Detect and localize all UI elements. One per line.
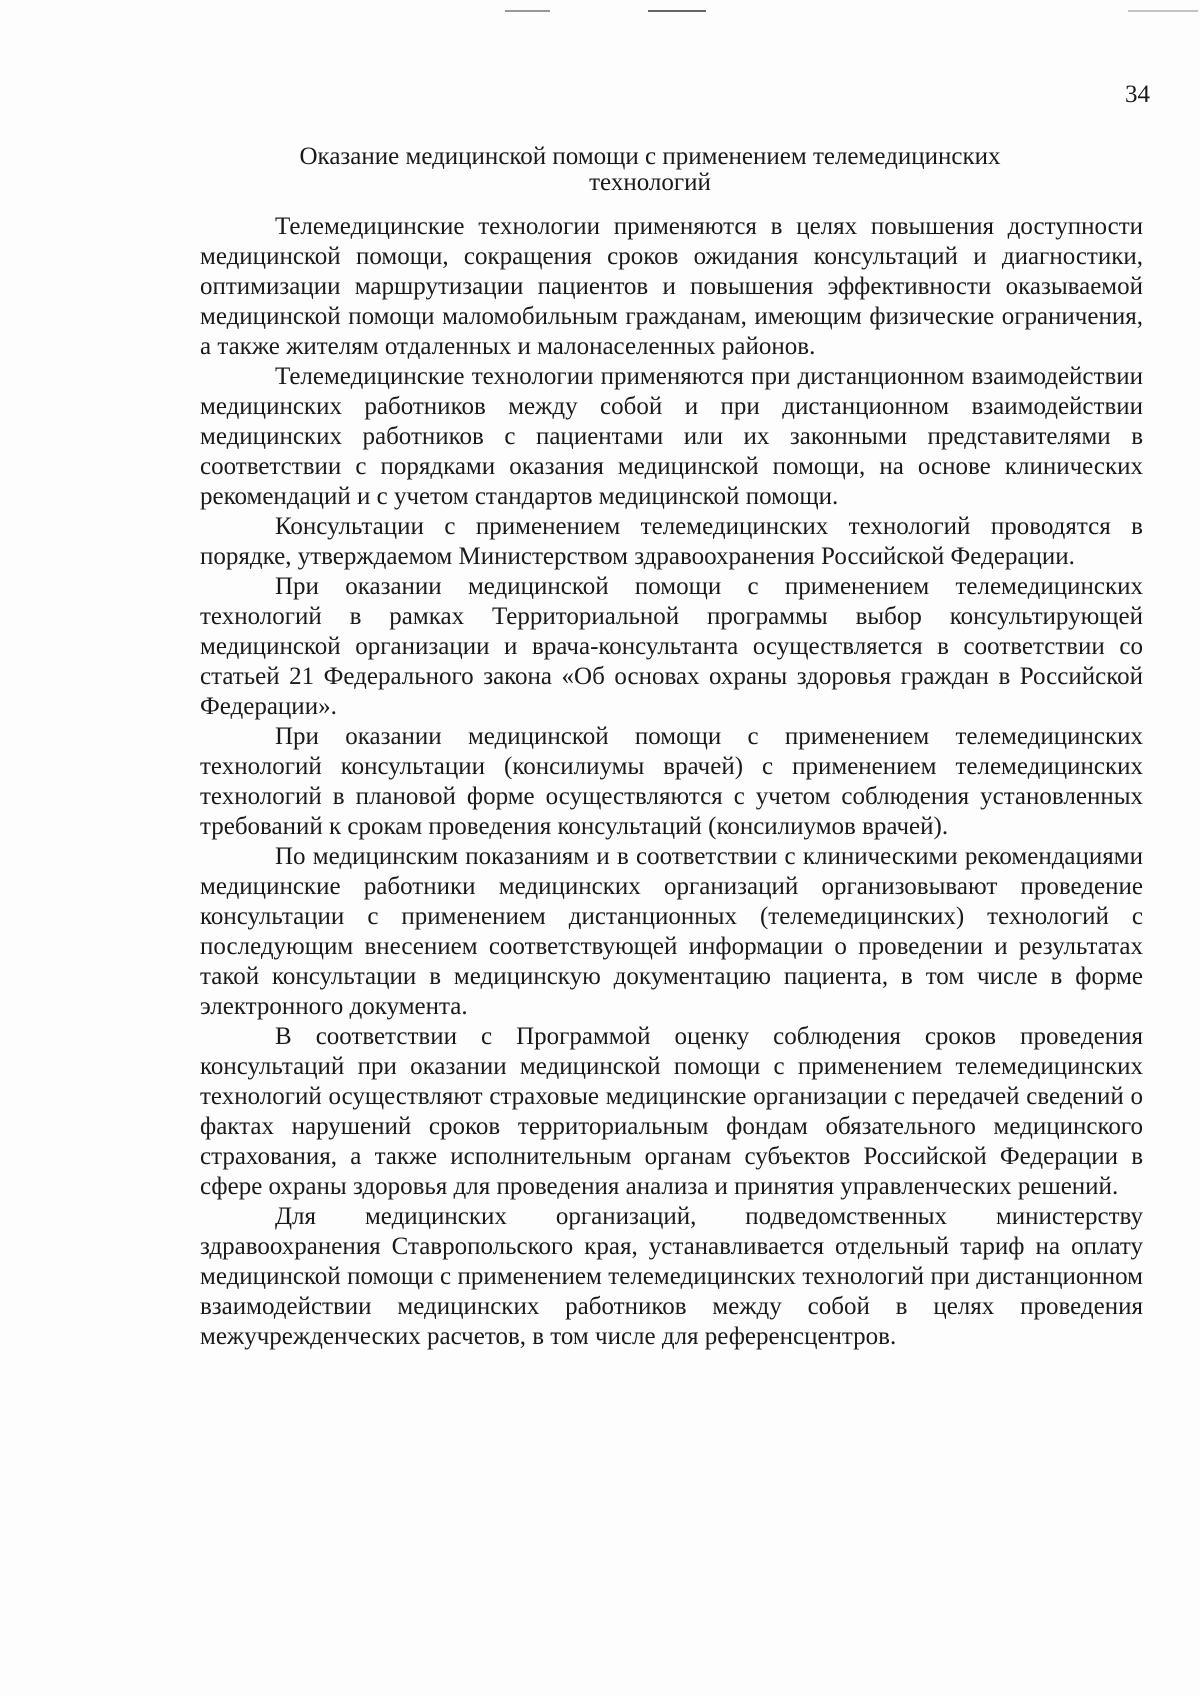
scan-artifact-mark (648, 10, 706, 12)
paragraph-6: По медицинским показаниям и в соответствии с клиническими рекомендациями медицинские работники медицинских организаций организовывают проведение консультации с применением дистанционных (телемедицинских) технологий с последующим внесением соответствующей информации о проведении и результатах такой консультации в медицинскую документацию пациента, в том числе в форме электронного документа. (200, 843, 1143, 1020)
paragraph-5: При оказании медицинской помощи с применением телемедицинских технологий консультации (консилиумы врачей) с применением телемедицинских технологий в плановой форме осуществляются с учетом соблюдения установленных требований к срокам проведения консультаций (консилиумов врачей). (200, 723, 1143, 840)
paragraph-1: Телемедицинские технологии применяются в целях повышения доступности медицинской помощи, сокращения сроков ожидания консультаций и диагностики, оптимизации маршрутизации пациентов и повышения эффективности оказываемой медицинской помощи маломобильным гражданам, имеющим физические ограничения, а также жителям отдаленных и малонаселенных районов. (200, 213, 1143, 360)
section-title-line-1: Оказание медицинской помощи с применением телемедицинских (299, 143, 1001, 170)
section-title-line-2: технологий (589, 169, 711, 196)
paragraph-4: При оказании медицинской помощи с применением телемедицинских технологий в рамках Территориальной программы выбор консультирующей медицинской организации и врача-консультанта осуществляется в соответствии со статьей 21 Федерального закона «Об основах охраны здоровья граждан в Российской Федерации». (200, 573, 1143, 720)
paragraph-7: В соответствии с Программой оценку соблюдения сроков проведения консультаций при оказании медицинской помощи с применением телемедицинских технологий осуществляют страховые медицинские организации с передачей сведений о фактах нарушений сроков территориальным фондам обязательного медицинского страхования, а также исполнительным органам субъектов Российской Федерации в сфере охраны здоровья для проведения анализа и принятия управленческих решений. (200, 1023, 1143, 1200)
paragraph-8: Для медицинских организаций, подведомственных министерству здравоохранения Ставропольского края, устанавливается отдельный тариф на оплату медицинской помощи с применением телемедицинских технологий при дистанционном взаимодействии медицинских работников между собой в целях проведения межучрежденческих расчетов, в том числе для референсцентров. (200, 1203, 1143, 1350)
document-body (200, 212, 1143, 1352)
page-number: 34 (1125, 81, 1150, 108)
scan-artifact-mark (505, 10, 550, 12)
scan-artifact-mark (1128, 10, 1198, 12)
paragraph-3: Консультации с применением телемедицинских технологий проводятся в порядке, утверждаемом Министерством здравоохранения Российской Федерации. (200, 513, 1143, 570)
paragraph-2: Телемедицинские технологии применяются при дистанционном взаимодействии медицинских работников между собой и при дистанционном взаимодействии медицинских работников с пациентами или их законными представителями в соответствии с порядками оказания медицинской помощи, на основе клинических рекомендаций и с учетом стандартов медицинской помощи. (200, 363, 1143, 510)
section-title (200, 144, 1100, 196)
